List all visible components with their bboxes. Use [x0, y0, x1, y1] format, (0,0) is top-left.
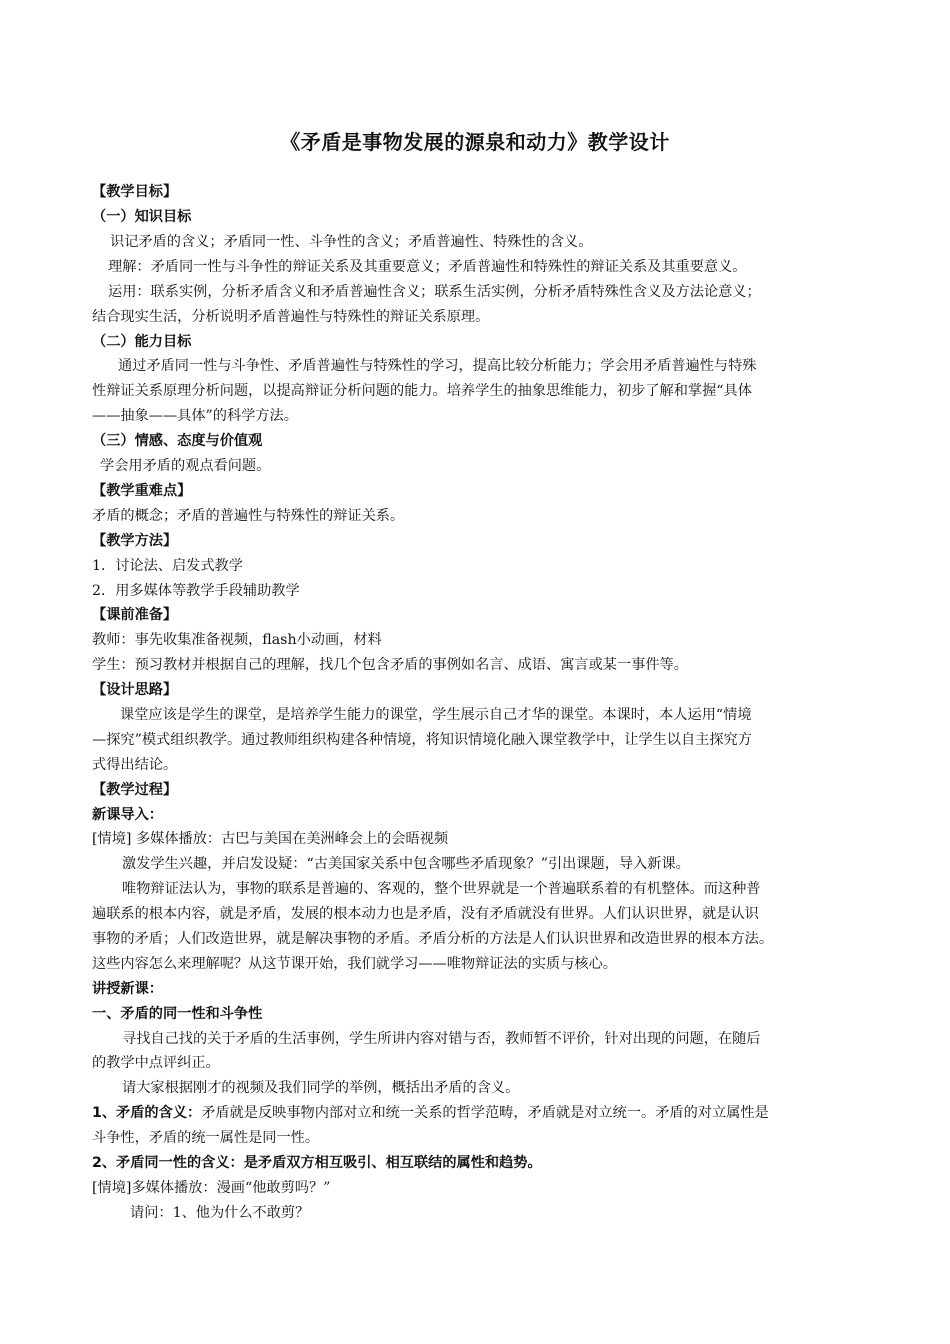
paragraph-line: 性辩证关系原理分析问题，以提高辩证分析问题的能力。培养学生的抽象思维能力，初步了解和掌握“具体 — [92, 383, 752, 399]
paragraph-line: [情境] 多媒体播放：古巴与美国在美洲峰会上的会晤视频 — [92, 831, 449, 847]
paragraph-line: 这些内容怎么来理解呢？从这节课开始，我们就学习——唯物辩证法的实质与核心。 — [92, 956, 617, 972]
paragraph-line: 激发学生兴趣，并启发设疑：“古美国家关系中包含哪些矛盾现象？”引出课题，导入新课。 — [122, 856, 690, 872]
paragraph-line: 式得出结论。 — [92, 757, 178, 773]
subheading-knowledge: （一）知识目标 — [92, 209, 192, 225]
section-heading-key-points: 【教学重难点】 — [92, 483, 192, 499]
paragraph-line: 矛盾的概念；矛盾的普遍性与特殊性的辩证关系。 — [92, 508, 405, 524]
paragraph-line: 的教学中点评纠正。 — [92, 1055, 220, 1071]
paragraph-line: 通过矛盾同一性与斗争性、矛盾普遍性与特殊性的学习，提高比较分析能力；学会用矛盾普遍性与特殊 — [118, 358, 757, 374]
paragraph-line: 唯物辩证法认为，事物的联系是普遍的、客观的，整个世界就是一个普遍联系着的有机整体。而这种普 — [122, 881, 761, 897]
subheading-new-lesson: 讲授新课： — [92, 981, 163, 997]
subheading-intro: 新课导入： — [92, 807, 163, 823]
list-item: 1．讨论法、启发式教学 — [92, 558, 243, 574]
subheading-values: （三）情感、态度与价值观 — [92, 433, 263, 449]
paragraph-line: 识记矛盾的含义；矛盾同一性、斗争性的含义；矛盾普遍性、特殊性的含义。 — [110, 234, 593, 250]
list-item: 2．用多媒体等教学手段辅助教学 — [92, 583, 300, 599]
paragraph-line: 结合现实生活，分析说明矛盾普遍性与特殊性的辩证关系原理。 — [92, 309, 490, 325]
paragraph-line — [92, 1102, 872, 1124]
section-heading-objectives: 【教学目标】 — [92, 184, 178, 200]
paragraph-line: 事物的矛盾；人们改造世界，就是解决事物的矛盾。矛盾分析的方法是人们认识世界和改造世界的根本方法。 — [92, 931, 774, 947]
document-title: 《矛盾是事物发展的源泉和动力》教学设计 — [280, 130, 670, 154]
subheading-ability: （二）能力目标 — [92, 334, 192, 350]
paragraph-line: 遍联系的根本内容，就是矛盾，发展的根本动力也是矛盾，没有矛盾就没有世界。人们认识世界，就是认识 — [92, 906, 759, 922]
term-label: 1、矛盾的含义： — [92, 1105, 202, 1121]
paragraph-line: —探究”模式组织教学。通过教师组织构建各种情境，将知识情境化融入课堂教学中，让学生以自主探究方 — [92, 732, 752, 748]
subheading-identity-definition: 2、矛盾同一性的含义：是矛盾双方相互吸引、相互联结的属性和趋势。 — [92, 1155, 542, 1171]
term-definition: 矛盾就是反映事物内部对立和统一关系的哲学范畴，矛盾就是对立统一。矛盾的对立属性是 — [201, 1105, 769, 1121]
paragraph-line: ——抽象——具体”的科学方法。 — [92, 408, 298, 424]
section-heading-preparation: 【课前准备】 — [92, 607, 178, 623]
paragraph-line: 课堂应该是学生的课堂，是培养学生能力的课堂，学生展示自己才华的课堂。本课时，本人运用“情境 — [120, 707, 752, 723]
paragraph-line: 学会用矛盾的观点看问题。 — [100, 458, 271, 474]
paragraph-line: 理解：矛盾同一性与斗争性的辩证关系及其重要意义；矛盾普遍性和特殊性的辩证关系及其重要意义。 — [108, 259, 747, 275]
paragraph-line: 寻找自己找的关于矛盾的生活事例，学生所讲内容对错与否，教师暂不评价，针对出现的问题，在随后 — [122, 1031, 761, 1047]
section-heading-process: 【教学过程】 — [92, 782, 178, 798]
paragraph-line: [情境]多媒体播放：漫画“他敢剪吗？” — [92, 1180, 331, 1196]
paragraph-line: 运用：联系实例，分析矛盾含义和矛盾普遍性含义；联系生活实例，分析矛盾特殊性含义及方法论意义； — [108, 284, 761, 300]
section-heading-methods: 【教学方法】 — [92, 533, 178, 549]
paragraph-line: 学生：预习教材并根据自己的理解，找几个包含矛盾的事例如名言、成语、寓言或某一事件等。 — [92, 657, 688, 673]
section-heading-design: 【设计思路】 — [92, 682, 178, 698]
paragraph-line: 请问：1、他为什么不敢剪？ — [130, 1205, 310, 1221]
paragraph-line: 请大家根据刚才的视频及我们同学的举例，概括出矛盾的含义。 — [122, 1080, 520, 1096]
paragraph-line: 教师：事先收集准备视频，flash小动画，材料 — [92, 632, 382, 648]
paragraph-line: 斗争性，矛盾的统一属性是同一性。 — [92, 1130, 320, 1146]
subheading-identity-struggle: 一、矛盾的同一性和斗争性 — [92, 1006, 263, 1022]
